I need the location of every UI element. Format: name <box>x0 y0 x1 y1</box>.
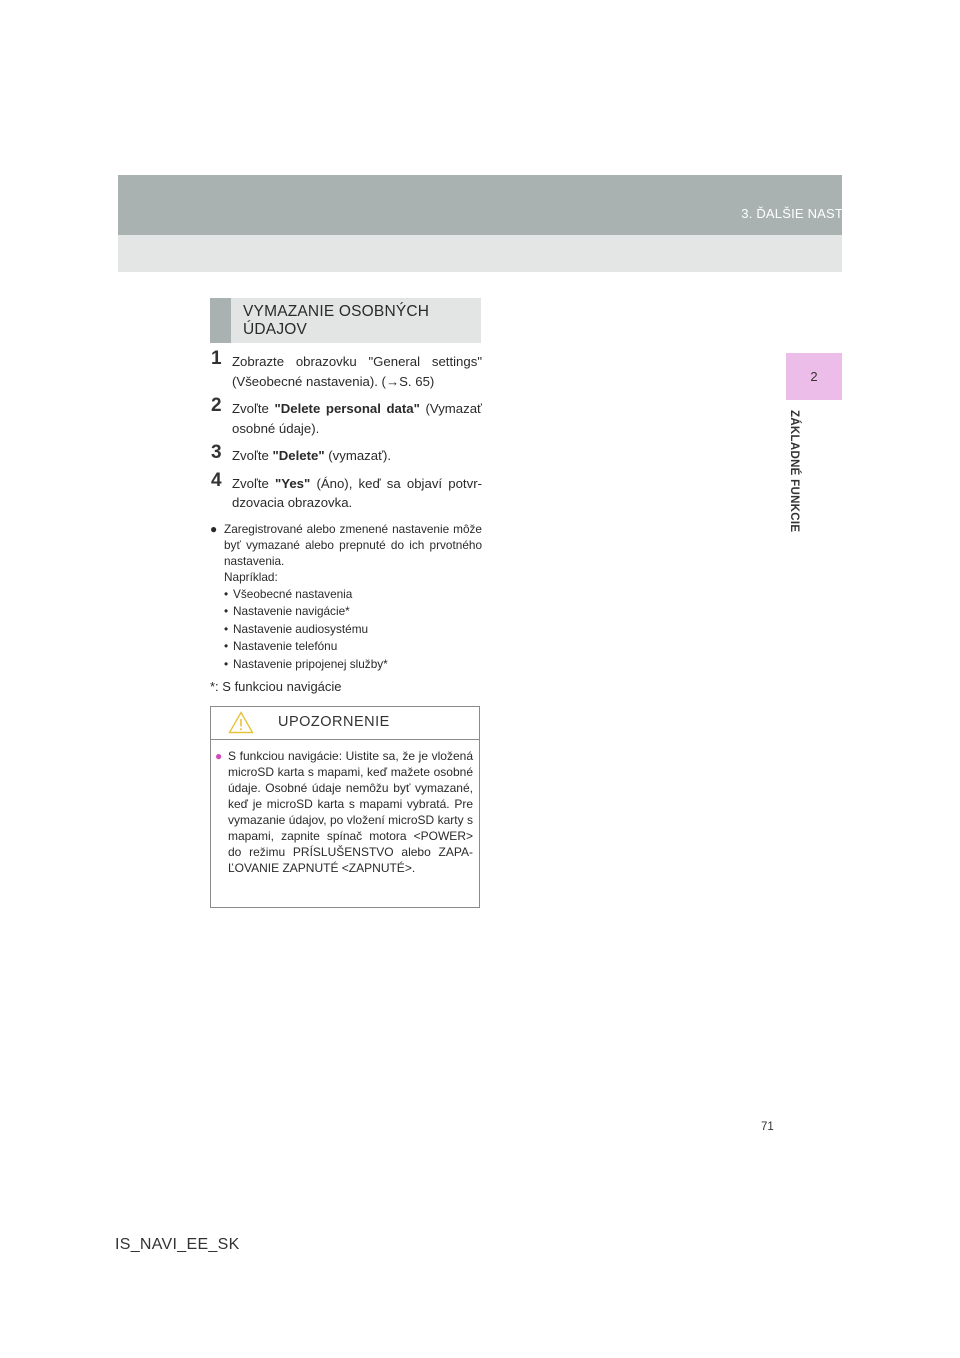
step-text: Zvoľte <box>232 475 276 491</box>
step-text: Zobrazte obrazovku "General settings" (Všeobecné nastavenia). ( <box>232 354 482 389</box>
step-text: Zvoľte <box>232 401 275 416</box>
warning-text: S funkciou navigácie: Uistite sa, že je vložená microSD karta s mapami, keď mažete osobné údaje. Osobné údaje nemôžu byť vymazané, keď je microSD karta s mapami vybratá. Pre vymazanie údajov, po vložení microSD karty s mapami, zapnite spínač motora <POWER> do režimu PRÍSLUŠENSTVO alebo ZAPAĽOVANIE ZAPNUTÉ <ZAPNUTÉ>. <box>228 749 473 875</box>
list-item: • Nastavenie audiosystému <box>224 621 482 639</box>
chapter-name: ZÁKLADNÉ FUNKCIE <box>788 410 800 533</box>
step-text: (vymazať). <box>324 448 392 463</box>
section-title-line2: ÚDAJOV <box>243 321 308 338</box>
step-2 <box>210 395 482 438</box>
bullet-icon: ● <box>215 749 223 763</box>
step-text: (Áno), keď sa objaví potvrdzovacia obrazovka. <box>232 475 482 510</box>
section-title-line1: VYMAZANIE OSOBNÝCH <box>243 303 430 320</box>
page-reference: S. 65) <box>399 373 435 389</box>
warning-body <box>211 740 479 876</box>
ui-option-label: "Delete" <box>272 448 325 463</box>
example-list <box>224 586 482 674</box>
header-subband <box>118 235 842 272</box>
note-text: Zaregistrované alebo zmenené nastavenie môže byť vymazané alebo prepnuté do ich prvotného nastavenia. <box>224 521 482 568</box>
section-title <box>243 303 473 339</box>
step-number: 4 <box>211 469 222 491</box>
step-number: 3 <box>211 442 222 463</box>
warning-triangle-icon <box>228 711 254 734</box>
ui-option-label: "Delete personal data" <box>274 401 420 416</box>
section-title-box <box>210 298 481 343</box>
warning-header <box>211 707 479 740</box>
list-item: • Nastavenie telefónu <box>224 638 482 656</box>
step-number: 2 <box>211 395 222 416</box>
step-text: Zvoľte <box>232 448 273 463</box>
title-accent-bar <box>210 298 231 343</box>
header-band <box>118 175 842 235</box>
chapter-tab <box>786 353 842 400</box>
step-4 <box>210 469 482 513</box>
ui-option-label: "Yes" <box>275 475 311 491</box>
list-item: • Nastavenie pripojenej služby* <box>224 656 482 674</box>
example-label: Napríklad: <box>224 569 278 584</box>
list-item: • Všeobecné nastavenia <box>224 586 482 604</box>
section-header: 3. ĎALŠIE NASTAVENIA <box>741 206 890 221</box>
step-3 <box>210 442 482 466</box>
chapter-number: 2 <box>810 369 818 384</box>
arrow-icon: → <box>385 373 400 389</box>
step-1 <box>210 348 482 391</box>
document-code: IS_NAVI_EE_SK <box>115 1236 240 1253</box>
footnote: *: S funkciou navigácie <box>210 679 342 694</box>
page-number: 71 <box>761 1121 774 1133</box>
step-number: 1 <box>211 348 222 369</box>
info-note <box>210 521 482 674</box>
warning-box <box>210 706 480 908</box>
main-content <box>210 348 482 697</box>
bullet-icon: ● <box>210 521 218 536</box>
warning-title: UPOZORNENIE <box>278 714 390 730</box>
list-item: • Nastavenie navigácie* <box>224 603 482 621</box>
step-text: (Vymazať osobné údaje). <box>232 401 482 436</box>
